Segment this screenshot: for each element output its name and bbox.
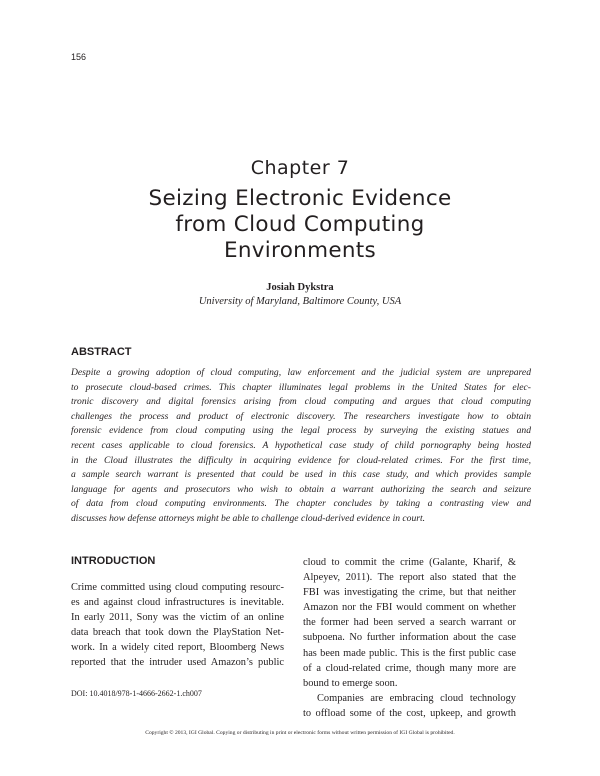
body-line: subpoena. No further information about the case: [303, 632, 516, 644]
body-line: of a cloud-related crime, though many more are: [303, 662, 516, 674]
introduction-right-column: [303, 555, 516, 721]
body-line: the former had been served a search warrant or: [303, 617, 516, 629]
body-line: reported that the intruder used Amazon’s public: [71, 657, 284, 669]
introduction-heading: INTRODUCTION: [71, 555, 156, 567]
body-line: In early 2011, Sony was the victim of an online: [71, 612, 284, 624]
abstract-line: recent cases applicable to cloud forensics. A hypothetical case study of child pornography being hosted: [71, 439, 531, 451]
body-line: Companies are embracing cloud technology: [317, 692, 516, 704]
abstract-line: a sample search warrant is presented that could be used in this case study, and which provides sample: [71, 469, 531, 481]
author-affiliation: University of Maryland, Baltimore County, USA: [198, 296, 402, 307]
body-line: Crime committed using cloud computing resourc-: [71, 582, 284, 593]
abstract-line: language for agents and prosecutors who wish to obtain a warrant authorizing the search and seizure: [71, 483, 531, 495]
body-line: work. In a widely cited report, Bloomberg News: [71, 642, 284, 654]
body-line: to offload some of the cost, upkeep, and growth: [303, 707, 516, 719]
chapter-title-line: Seizing Electronic Evidence: [148, 186, 452, 211]
abstract-line: Despite a growing adoption of cloud computing, law enforcement and the judicial system are unprepared: [71, 367, 531, 378]
introduction-left-column: [71, 580, 284, 671]
chapter-title-line: Environments: [223, 238, 377, 263]
body-line: bound to emerge soon.: [303, 677, 398, 689]
body-line: Amazon nor the FBI would comment on whether: [303, 602, 516, 614]
abstract-line: challenges the process and product of electronic discovery. The researchers investigate how to obtain: [71, 410, 531, 422]
chapter-title-line: from Cloud Computing: [175, 212, 425, 237]
body-line: cloud to commit the crime (Galante, Kharif, &: [303, 557, 516, 568]
abstract-line: in the Cloud illustrates the difficulty in acquiring evidence for cloud-related crimes. For the first time,: [71, 454, 531, 466]
body-line: FBI was investigating the crime, but that neither: [303, 587, 516, 599]
body-line: es and against cloud infrastructures is inevitable.: [71, 597, 284, 609]
copyright-footer: Copyright © 2013, IGI Global. Copying or distributing in print or electronic forms without written permission of IGI Global is prohibited.: [145, 730, 455, 736]
abstract-line: of data from cloud computing environments. The chapter concludes by taking a contrasting view and: [71, 498, 531, 510]
abstract-line: forensic evidence from cloud computing using the legal process by surveying the existing statues and: [71, 425, 531, 437]
abstract-line: tronic discovery and digital forensics arising from cloud computing and argues that cloud computing: [71, 396, 531, 408]
chapter-label: Chapter 7: [250, 157, 350, 179]
chapter-title: [60, 186, 540, 264]
abstract-heading: ABSTRACT: [71, 346, 132, 358]
body-line: has been made public. This is the first public case: [303, 647, 516, 659]
doi-text: DOI: 10.4018/978-1-4666-2662-1.ch007: [71, 689, 202, 698]
body-line: data breach that took down the PlayStation Net-: [71, 627, 284, 639]
abstract-line: discusses how defense attorneys might be able to challenge cloud-derived evidence in court.: [71, 512, 426, 524]
author-name: Josiah Dykstra: [266, 282, 334, 293]
abstract-body: [71, 366, 531, 527]
page-number: 156: [71, 52, 87, 62]
abstract-line: to prosecute cloud-based crimes. This chapter illuminates legal problems in the United States for elec-: [71, 381, 531, 393]
body-line: Alpeyev, 2011). The report also stated that the: [303, 572, 516, 584]
